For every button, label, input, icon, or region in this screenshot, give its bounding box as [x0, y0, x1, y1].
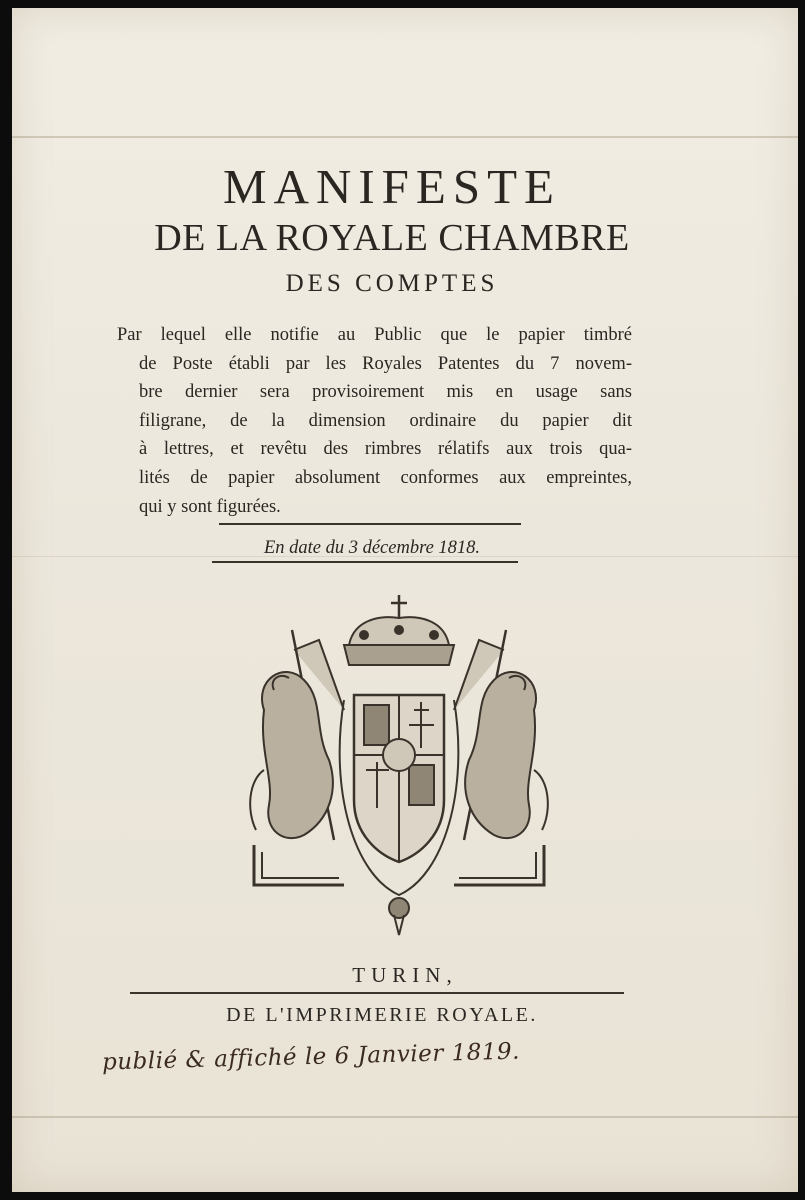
document-subtitle-2: DES COMPTES	[285, 270, 499, 297]
royal-coat-of-arms-icon	[234, 590, 564, 940]
body-line: bre dernier sera provisoirement mis en usage sans	[139, 382, 632, 403]
fold-line-top	[12, 136, 798, 138]
document-sheet	[12, 8, 798, 1192]
body-line: qui y sont figurées.	[139, 496, 281, 517]
body-line: Par lequel elle notifie au Public que le papier timbré	[117, 325, 632, 345]
body-line: de Poste établi par les Royales Patentes du 7 novem-	[139, 353, 632, 374]
body-line: à lettres, et revêtu des rimbres rélatifs aux trois qua-	[139, 439, 632, 460]
document-title: MANIFESTE	[223, 159, 561, 214]
body-line: filigrane, de la dimension ordinaire du papier dit	[139, 410, 632, 431]
document-subtitle: DE LA ROYALE CHAMBRE	[154, 217, 630, 259]
document-date: En date du 3 décembre 1818.	[263, 538, 481, 558]
body-line: lités de papier absolument conformes aux empreintes,	[139, 467, 632, 488]
handwritten-annotation: publié & affiché le 6 Janvier 1819.	[101, 1038, 521, 1076]
fold-line-bottom	[12, 1116, 798, 1118]
place-of-printing: TURIN,	[352, 963, 458, 987]
document-body	[117, 321, 632, 521]
date-rule-bottom	[212, 561, 518, 563]
date-rule-top	[219, 523, 521, 525]
printer-name: DE L'IMPRIMERIE ROYALE.	[226, 1004, 538, 1026]
imprint-rule	[130, 992, 624, 994]
